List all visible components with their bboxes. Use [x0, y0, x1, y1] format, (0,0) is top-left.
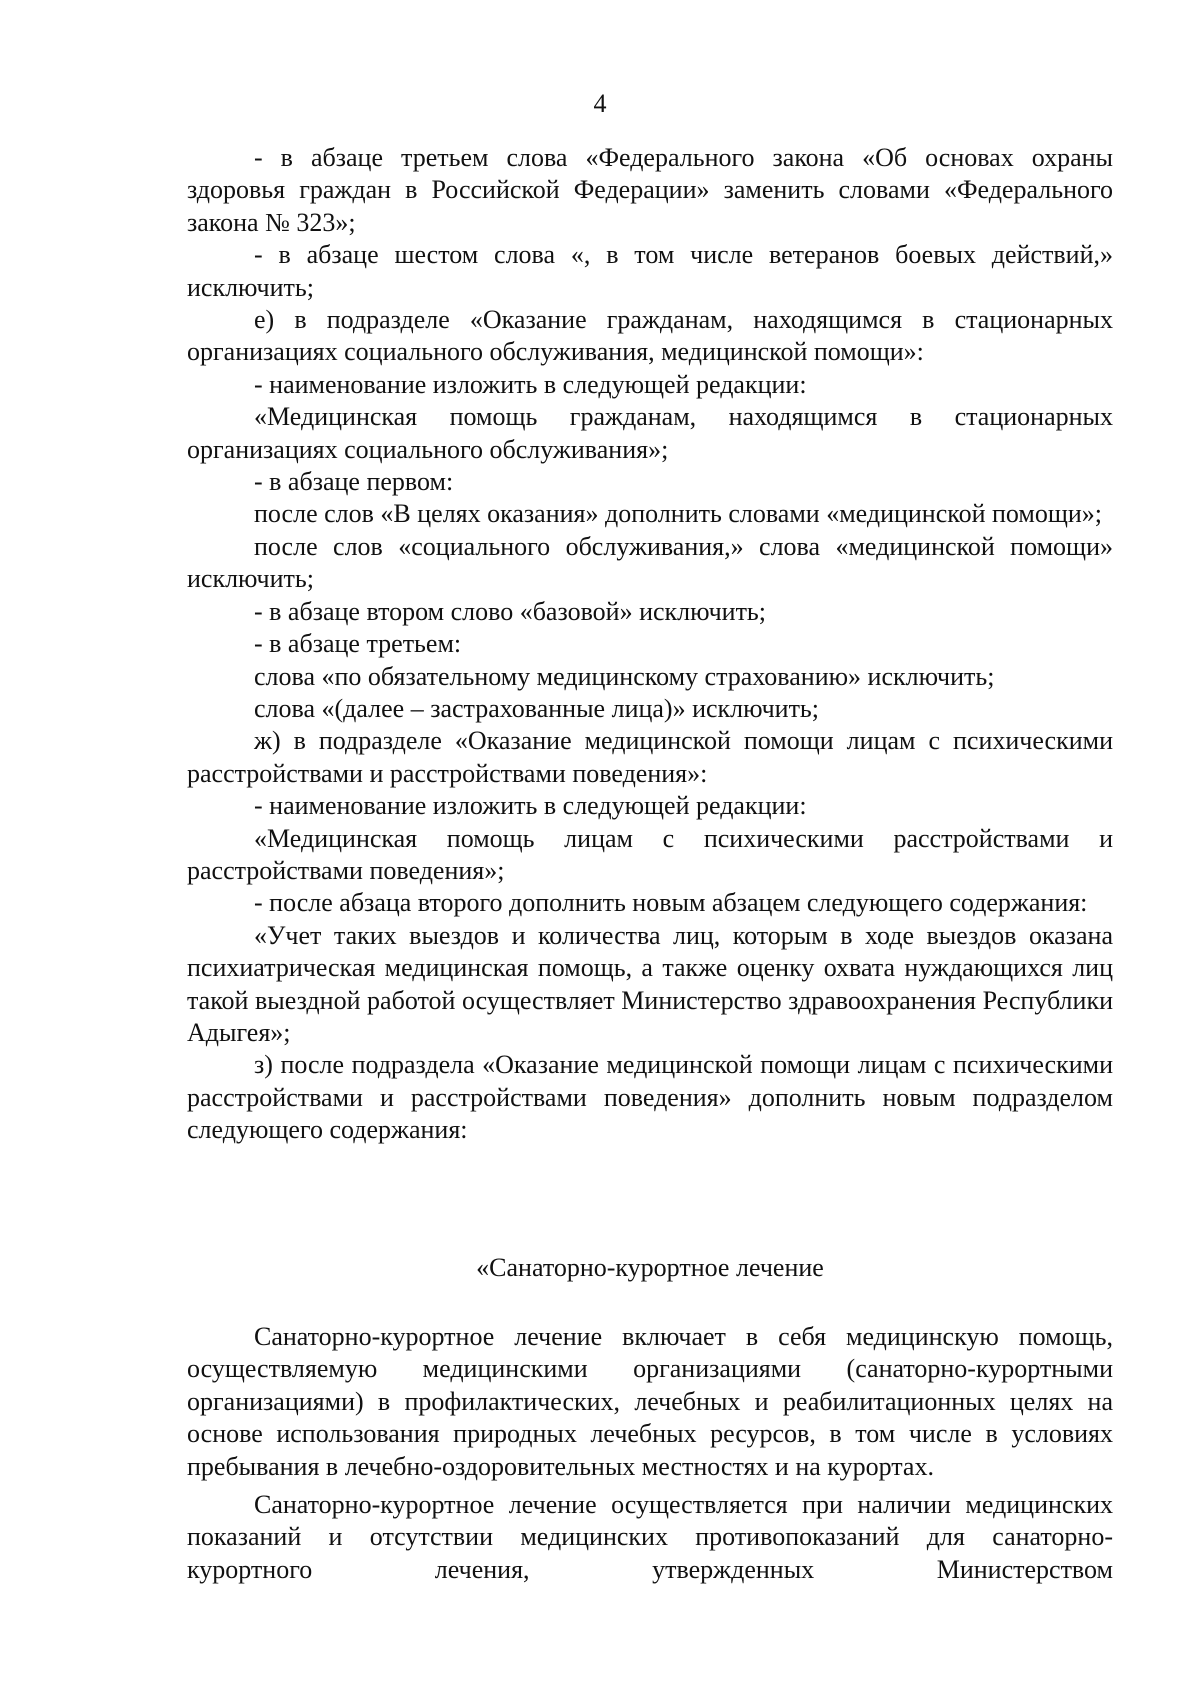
paragraph: слова «(далее – застрахованные лица)» исключить;: [254, 693, 820, 723]
paragraph: - в абзаце первом:: [254, 467, 454, 497]
paragraph: - наименование изложить в следующей редакции:: [254, 791, 807, 821]
paragraph: з) после подраздела «Оказание медицинской помощи лицам с психическими расстройствами и расстройствами поведения» дополнить новым подразделом следующего содержания:: [187, 1050, 1113, 1145]
paragraph: ж) в подразделе «Оказание медицинской помощи лицам с психическими расстройствами и расстройствами поведения»:: [187, 726, 1113, 788]
paragraph: - в абзаце втором слово «базовой» исключить;: [254, 596, 767, 626]
paragraph: Санаторно-курортное лечение осуществляется при наличии медицинских показаний и отсутствии медицинских противопоказаний для санаторно-курортного лечения, утвержденных Министерством: [187, 1490, 1113, 1584]
paragraph: - после абзаца второго дополнить новым абзацем следующего содержания:: [254, 888, 1088, 918]
paragraph: е) в подразделе «Оказание гражданам, находящимся в стационарных организациях социального обслуживания, медицинской помощи»:: [187, 305, 1113, 367]
paragraph: - в абзаце третьем:: [254, 629, 462, 659]
paragraph: - в абзаце шестом слова «, в том числе ветеранов боевых действий,» исключить;: [187, 240, 1113, 302]
page-number: 4: [593, 89, 607, 118]
section-heading: «Санаторно-курортное лечение: [476, 1253, 824, 1282]
section-body: [187, 1321, 1113, 1586]
paragraph: Санаторно-курортное лечение включает в себя медицинскую помощь, осуществляемую медицинскими организациями (санаторно-курортными организациями) в профилактических, лечебных и реабилитационных целях на основе использования природных лечебных ресурсов, в том числе в условиях пребывания в лечебно-оздоровительных местностях и на курортах.: [187, 1322, 1113, 1481]
paragraph: «Медицинская помощь гражданам, находящимся в стационарных организациях социального обслуживания»;: [187, 402, 1113, 464]
paragraph: после слов «социального обслуживания,» слова «медицинской помощи» исключить;: [187, 531, 1113, 594]
amendment-list: [187, 142, 1113, 1147]
paragraph: «Учет таких выездов и количества лиц, которым в ходе выездов оказана психиатрическая медицинская помощь, а также оценку охвата нуждающихся лиц такой выездной работой осуществляет Министерство здравоохранения Республики Адыгея»;: [187, 920, 1113, 1047]
paragraph: - наименование изложить в следующей редакции:: [254, 369, 807, 399]
paragraph: после слов «В целях оказания» дополнить словами «медицинской помощи»;: [254, 499, 1103, 529]
paragraph: «Медицинская помощь лицам с психическими расстройствами и расстройствами поведения»;: [187, 823, 1113, 885]
paragraph: слова «по обязательному медицинскому страхованию» исключить;: [254, 661, 995, 691]
paragraph: - в абзаце третьем слова «Федерального закона «Об основах охраны здоровья граждан в Российской Федерации» заменить словами «Федерального закона № 323»;: [187, 143, 1113, 237]
